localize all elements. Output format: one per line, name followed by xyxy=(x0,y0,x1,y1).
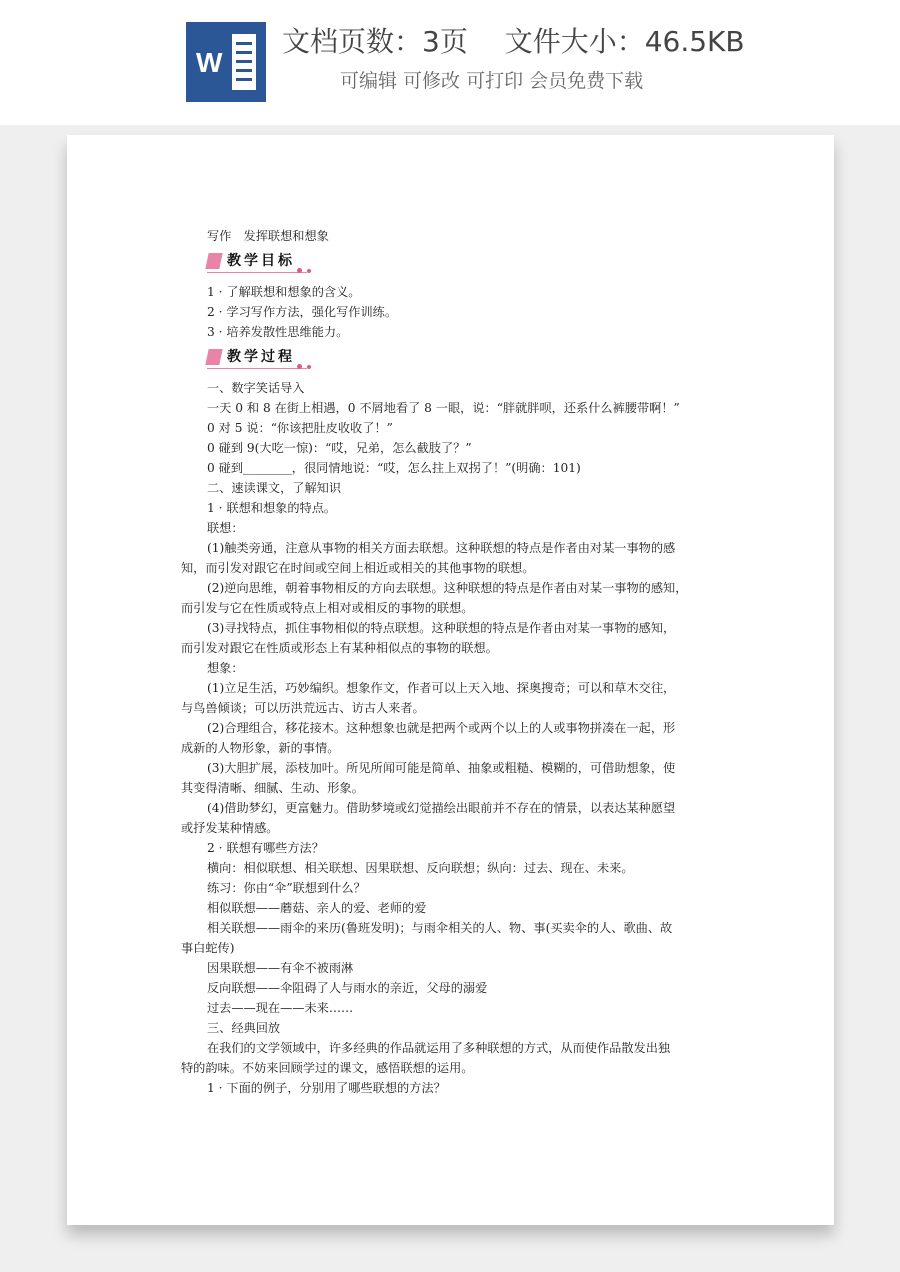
word-document-icon xyxy=(186,22,266,102)
paragraph-line: 0 对 5 说：“你该把肚皮收收了！” xyxy=(207,421,393,435)
document-body xyxy=(181,226,721,1098)
paragraph-line: 联想： xyxy=(207,521,244,535)
paragraph-line: (4)借助梦幻，更富魅力。借助梦境或幻觉描绘出眼前并不存在的情景，以表达某种愿望 xyxy=(207,801,676,815)
paragraph-line: 相关联想——雨伞的来历(鲁班发明)；与雨伞相关的人、物、事(买卖伞的人、歌曲、故 xyxy=(207,921,673,935)
file-info-title: 文档页数：3页 文件大小：46.5KB xyxy=(282,25,745,58)
paragraph-line: 知，而引发对跟它在时间或空间上相近或相关的其他事物的联想。 xyxy=(181,561,535,575)
paragraph-line: 反向联想——伞阻碍了人与雨水的亲近，父母的溺爱 xyxy=(207,981,488,995)
paragraph-line: 而引发对跟它在性质或形态上有某种相似点的事物的联想。 xyxy=(181,641,498,655)
paragraph-line: (3)大胆扩展，添枝加叶。所见所闻可能是简单、抽象或粗糙、模糊的，可借助想象，使 xyxy=(207,761,676,775)
paragraph-line: 因果联想——有伞不被雨淋 xyxy=(207,961,354,975)
paragraph-line: (3)寻找特点，抓住事物相似的特点联想。这种联想的特点是作者由对某一事物的感知， xyxy=(207,621,676,635)
section-heading-process xyxy=(207,344,721,374)
subheading: 二、速读课文，了解知识 xyxy=(207,481,342,495)
paragraph-line: 横向：相似联想、相关联想、因果联想、反向联想；纵向：过去、现在、未来。 xyxy=(207,861,634,875)
subheading: 三、经典回放 xyxy=(207,1021,281,1035)
paragraph-line: 1 · 联想和想象的特点。 xyxy=(207,501,337,515)
section-heading-goals xyxy=(207,248,721,278)
paragraph-line: 成新的人物形象，新的事情。 xyxy=(181,741,340,755)
paragraph-line: 或抒发某种情感。 xyxy=(181,821,279,835)
paragraph-line: 1 · 下面的例子，分别用了哪些联想的方法？ xyxy=(207,1081,446,1095)
paragraph-line: (1)立足生活，巧妙编织。想象作文，作者可以上天入地、探奥搜奇；可以和草木交往， xyxy=(207,681,676,695)
paragraph-line: 一天 0 和 8 在街上相遇，0 不屑地看了 8 一眼，说：“胖就胖呗，还系什么裤腰带啊！” xyxy=(207,401,680,415)
file-features-subtitle: 可编辑 可修改 可打印 会员免费下载 xyxy=(340,70,644,92)
paragraph-line: (2)合理组合，移花接木。这种想象也就是把两个或两个以上的人或事物拼凑在一起，形 xyxy=(207,721,676,735)
paragraph-line: 过去——现在——未来…… xyxy=(207,1001,354,1015)
paragraph-line: 练习：你由“伞”联想到什么？ xyxy=(207,881,366,895)
section-heading-text: 教学目标 xyxy=(227,253,295,269)
pink-tag-icon xyxy=(205,253,222,269)
download-banner xyxy=(0,0,900,125)
paragraph-line: (1)触类旁通，注意从事物的相关方面去联想。这种联想的特点是作者由对某一事物的感 xyxy=(207,541,676,555)
document-title: 写作 发挥联想和想象 xyxy=(207,229,329,243)
paragraph-line: (2)逆向思维，朝着事物相反的方向去联想。这种联想的特点是作者由对某一事物的感知， xyxy=(207,581,688,595)
paragraph-line: 0 碰到 9(大吃一惊)：“哎，兄弟，怎么截肢了？” xyxy=(207,441,472,455)
section-heading-text: 教学过程 xyxy=(227,349,295,365)
paragraph-line: 2 · 联想有哪些方法？ xyxy=(207,841,324,855)
subheading: 一、数字笑话导入 xyxy=(207,381,305,395)
pink-tag-icon xyxy=(205,349,222,365)
word-logo-letter: W xyxy=(196,47,223,78)
goal-item: 2 · 学习写作方法，强化写作训练。 xyxy=(207,305,398,319)
goal-item: 3 · 培养发散性思维能力。 xyxy=(207,325,349,339)
paragraph-line: 特的韵味。不妨来回顾学过的课文，感悟联想的运用。 xyxy=(181,1061,474,1075)
paragraph-line: 相似联想——蘑菇、亲人的爱、老师的爱 xyxy=(207,901,427,915)
paragraph-line: 在我们的文学领域中，许多经典的作品就运用了多种联想的方式，从而使作品散发出独 xyxy=(207,1041,671,1055)
paragraph-line: 与鸟兽倾谈；可以历洪荒远古、访古人来者。 xyxy=(181,701,425,715)
paragraph-line: 而引发与它在性质或特点上相对或相反的事物的联想。 xyxy=(181,601,474,615)
paragraph-line: 0 碰到________，很同情地说：“哎，怎么拄上双拐了！”(明确：101) xyxy=(207,461,581,475)
paragraph-line: 其变得清晰、细腻、生动、形象。 xyxy=(181,781,364,795)
paragraph-line: 想象： xyxy=(207,661,244,675)
goal-item: 1 · 了解联想和想象的含义。 xyxy=(207,285,361,299)
paragraph-line: 事白蛇传) xyxy=(181,941,235,955)
